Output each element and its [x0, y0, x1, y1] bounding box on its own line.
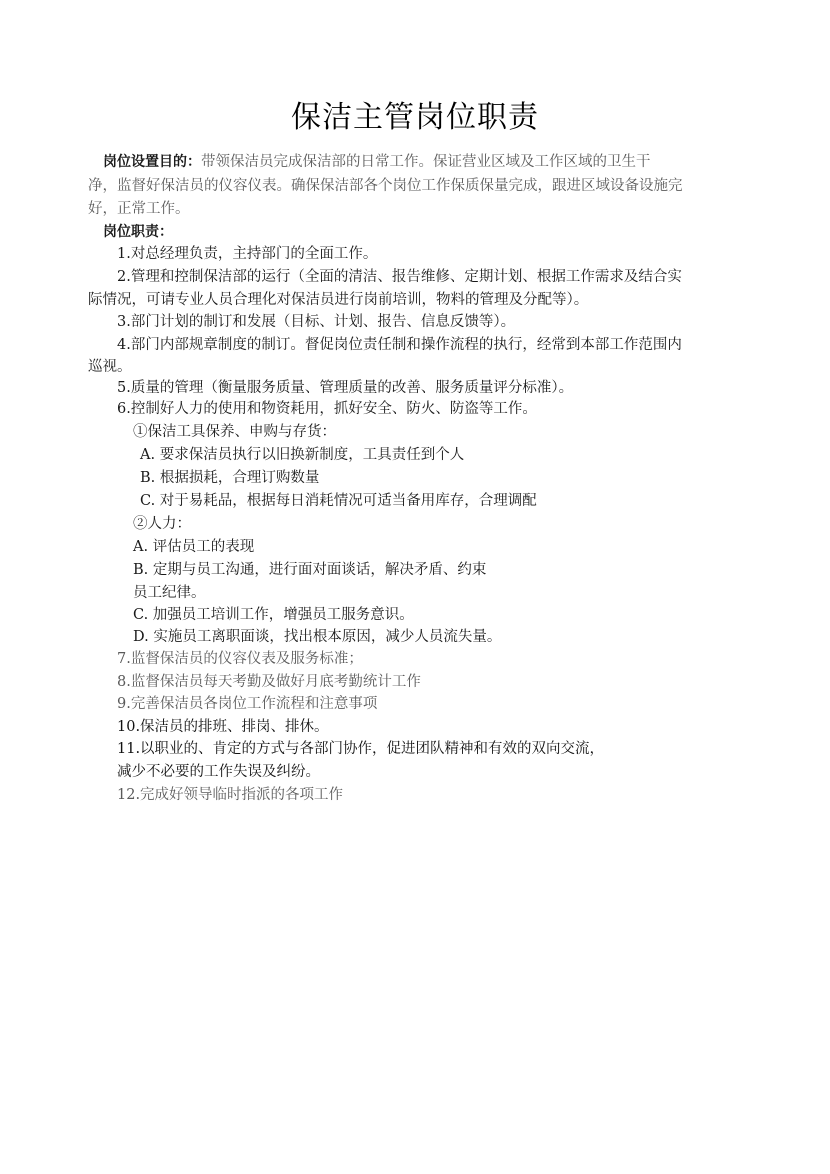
- sub-2-d: D. 实施员工离职面谈，找出根本原因，减少人员流失量。: [133, 629, 502, 645]
- duty-item-9: 9.完善保洁员各岗位工作流程和注意事项: [117, 696, 378, 712]
- sub-2-title: ②人力：: [133, 516, 191, 532]
- duty-item-1: 1.对总经理负责，主持部门的全面工作。: [117, 246, 378, 262]
- document-title: 保洁主管岗位职责: [291, 100, 539, 135]
- sub-2-b2: 员工纪律。: [133, 585, 206, 601]
- duty-item-5: 5.质量的管理（衡量服务质量、管理质量的改善、服务质量评分标准）。: [117, 380, 574, 396]
- duty-item-2a: 2.管理和控制保洁部的运行（全面的清洁、报告维修、定期计划、根据工作需求及结合实: [117, 269, 682, 285]
- sub-1-title: ①保洁工具保养、申购与存货：: [133, 424, 336, 440]
- sub-2-b1: B. 定期与员工沟通，进行面对面谈话，解决矛盾、约束: [133, 562, 487, 578]
- duty-item-11a: 11.以职业的、肯定的方式与各部门协作，促进团队精神和有效的双向交流，: [117, 741, 605, 757]
- duty-item-8: 8.监督保洁员每天考勤及做好月底考勤统计工作: [117, 674, 421, 690]
- duty-item-7: 7.监督保洁员的仪容仪表及服务标准；: [117, 651, 363, 667]
- duty-item-12: 12.完成好领导临时指派的各项工作: [117, 787, 344, 803]
- purpose-text-1: 带领保洁员完成保洁部的日常工作。保证营业区域及工作区域的卫生干: [201, 154, 651, 170]
- purpose-label: 岗位设置目的：: [103, 154, 201, 170]
- purpose-line-3: 好，正常工作。: [88, 201, 190, 217]
- sub-1-a: A. 要求保洁员执行以旧换新制度，工具责任到个人: [140, 447, 465, 463]
- duty-item-3: 3.部门计划的制订和发展（目标、计划、报告、信息反馈等）。: [117, 314, 516, 330]
- sub-1-c: C. 对于易耗品，根据每日消耗情况可适当备用库存，合理调配: [140, 493, 537, 509]
- duty-item-2b: 际情况，可请专业人员合理化对保洁员进行岗前培训，物料的管理及分配等）。: [88, 292, 589, 308]
- duty-item-11b: 减少不必要的工作失误及纠纷。: [117, 764, 320, 780]
- purpose-line-1: [103, 155, 651, 170]
- sub-2-a: A. 评估员工的表现: [133, 539, 255, 555]
- sub-1-b: B. 根据损耗，合理订购数量: [140, 470, 320, 486]
- sub-2-c: C. 加强员工培训工作，增强员工服务意识。: [133, 607, 414, 623]
- duty-item-4b: 巡视。: [88, 359, 132, 375]
- duty-item-4a: 4.部门内部规章制度的制订。督促岗位责任制和操作流程的执行，经常到本部工作范围内: [117, 337, 682, 353]
- duty-item-6: 6.控制好人力的使用和物资耗用，抓好安全、防火、防盗等工作。: [117, 401, 537, 417]
- purpose-line-2: 净，监督好保洁员的仪容仪表。确保保洁部各个岗位工作保质保量完成，跟进区域设备设施完: [88, 178, 683, 194]
- duties-label: 岗位职责：: [103, 224, 173, 240]
- duty-item-10: 10.保洁员的排班、排岗、排休。: [117, 719, 329, 735]
